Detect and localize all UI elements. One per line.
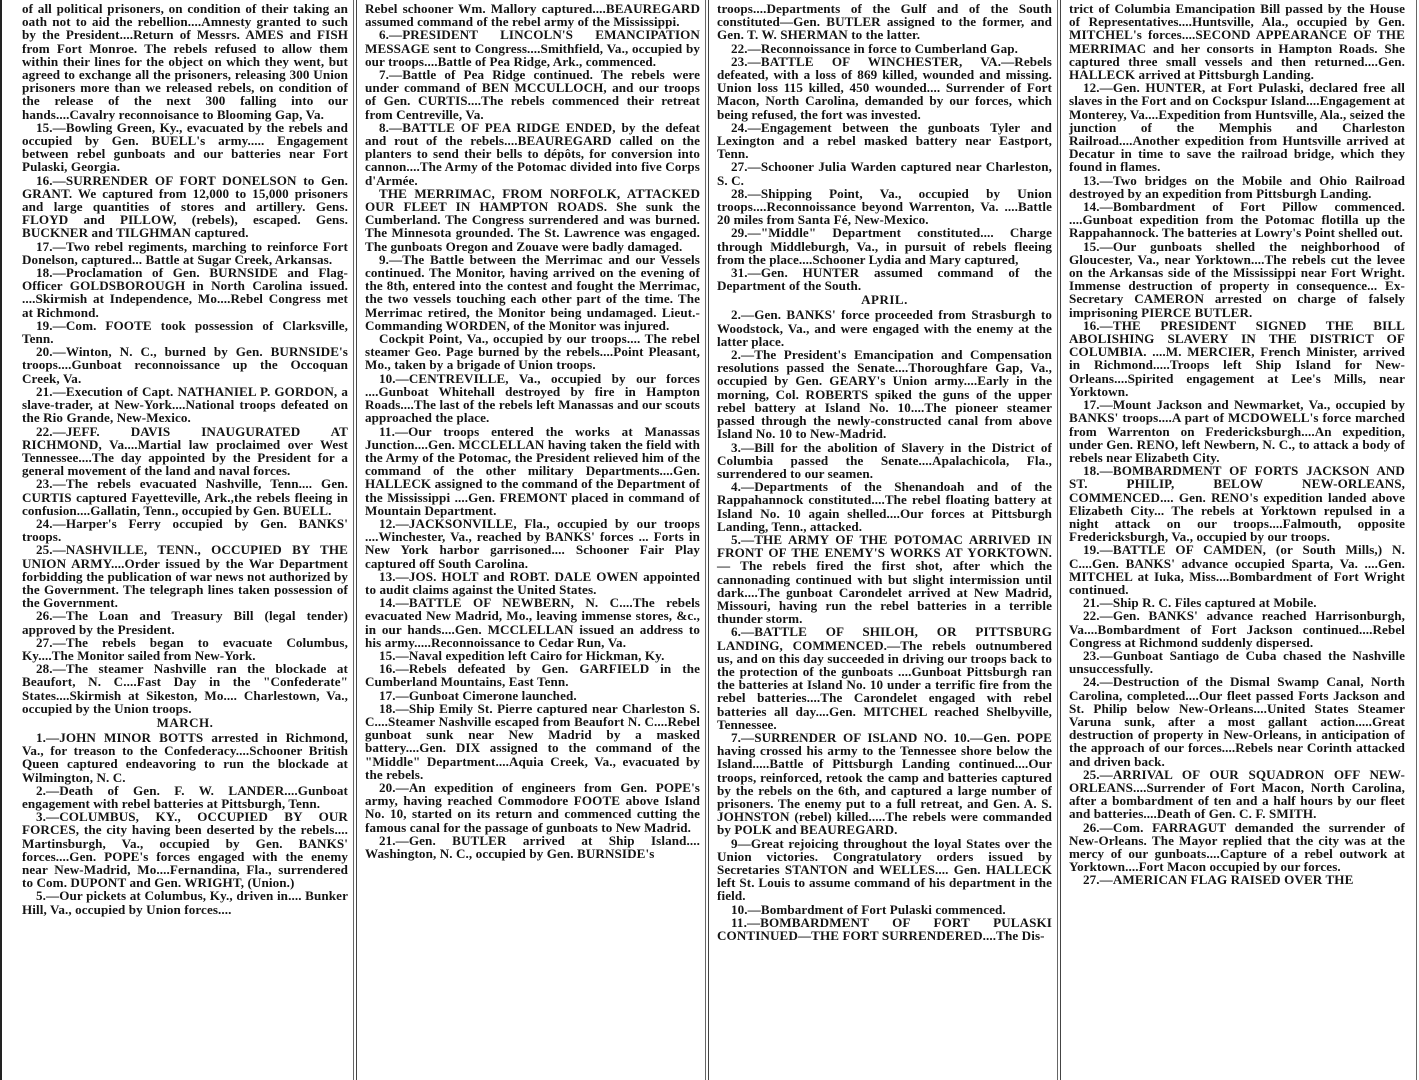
chronology-entry: Cockpit Point, Va., occupied by our troops.... The rebel steamer Geo. Page burned by the rebels....Point Pleasant, Mo., taken by a brigade of Union troops. (365, 331, 700, 373)
chronology-entry: Rebel schooner Wm. Mallory captured....BEAUREGARD assumed command of the rebel army of the Mississippi. (365, 1, 700, 30)
chronology-entry: 18.—Ship Emily St. Pierre captured near Charleston S. C....Steamer Nashville escaped from Beaufort N. C....Rebel gunboat sunk near New Madrid by a masked battery....Gen. DIX assigned to the command of the "Middle" Department....Aquia Creek, Va., evacuated by the rebels. (365, 700, 700, 782)
chronology-entry: 11.—Our troops entered the works at Manassas Junction....Gen. MCCLELLAN having taken the field with the Army of the Potomac, the President relieved him of the command of the other military Departments....Gen. HALLECK assigned to the command of the Department of the Mississippi ....Gen. FREMONT placed in command of Mountain Department. (365, 423, 700, 518)
chronology-entry: 29.—"Middle" Department constituted.... Charge through Middleburgh, Va., in pursuit of rebels fleeing from the place....Schooner Lydia and Mary captured, (717, 225, 1052, 267)
chronology-entry: 19.—BATTLE OF CAMDEN, (or South Mills,) N. C....Gen. BANKS' advance occupied Sparta, Va. ....Gen. MITCHEL at Iuka, Miss....Bombardment of Fort Wright continued. (1069, 542, 1405, 597)
chronology-entry: 17.—Gunboat Cimerone launched. (379, 687, 577, 703)
chronology-entry: 4.—Departments of the Shenandoah and of the Rappahannock constituted....The rebel floating battery at Island No. 10 again shelled....Our forces at Pittsburgh Landing, Tenn., attacked. (717, 479, 1052, 534)
column-1 (0, 0, 356, 1080)
chronology-entry: 22.—Gen. BANKS' advance reached Harrisonburgh, Va....Bombardment of Fort Jackson continued....Rebel Congress at Richmond suddenly dispersed. (1069, 608, 1405, 650)
chronology-entry: 24.—Destruction of the Dismal Swamp Canal, North Carolina, completed....Our fleet passed Forts Jackson and St. Philip below New-Orleans....United States Steamer Varuna sunk, after a most gallant action.....Great destruction of property in New-Orleans, in anticipation of the approach of our forces....Rebels near Corinth attacked and driven back. (1069, 674, 1405, 769)
chronology-entry: 23.—Gunboat Santiago de Cuba chased the Nashville unsuccessfully. (1069, 647, 1405, 677)
chronology-entry: 18.—Proclamation of Gen. BURNSIDE and Flag-Officer GOLDSBOROUGH in North Carolina issued. ....Skirmish at Independence, Mo....Rebel Congress met at Richmond. (22, 265, 348, 320)
chronology-entry: 15.—Naval expedition left Cairo for Hickman, Ky. (379, 647, 665, 663)
chronology-entry: 16.—Rebels defeated by Gen. GARFIELD in the Cumberland Mountains, East Tenn. (365, 661, 700, 690)
chronology-entry: 5.—THE ARMY OF THE POTOMAC ARRIVED IN FRONT OF THE ENEMY'S WORKS AT YORKTOWN.— The rebels fired the first shot, after which the cannonading continued with but slight intermission until dark....The gunboat Carondelet arrived at New Madrid, Missouri, having run the rebel batteries in a terrible thunder storm. (717, 531, 1052, 627)
chronology-entry: 9—Great rejoicing throughout the loyal States over the Union victories. Congratulatory orders issued by Secretaries STANTON and WELLES.... Gen. HALLECK left St. Louis to assume command of his department in the field. (717, 835, 1052, 904)
chronology-entry: 3.—Bill for the abolition of Slavery in the District of Columbia passed the Senate....Apalachicola, Fla., surrendered to our seamen. (717, 439, 1052, 481)
chronology-entry: 13.—JOS. HOLT and ROBT. DALE OWEN appointed to audit claims against the United States. (365, 568, 700, 597)
chronology-entry: 10.—CENTREVILLE, Va., occupied by our forces ....Gunboat Whitehall destroyed by fire in Hampton Roads....The last of the rebels left Manassas and our scouts approached the place. (365, 370, 700, 426)
chronology-entry: 28.—Shipping Point, Va., occupied by Union troops....Reconnoissance beyond Warrenton, Va. ....Battle 20 miles from Santa Fé, New-Mexico. (717, 185, 1052, 228)
chronology-entry: 19.—Com. FOOTE took possession of Clarksville, Tenn. (22, 317, 348, 347)
chronology-entry: 17.—Mount Jackson and Newmarket, Va., occupied by BANKS' troops....A part of MCDOWELL's force marched from Warrenton on Fredericksburgh....An expedition, under Gen. RENO, left Newbern, N. C., to attack a body of rebels near Elizabeth City. (1069, 397, 1405, 465)
chronology-entry: THE MERRIMAC, FROM NORFOLK, ATTACKED OUR FLEET IN HAMPTON ROADS. She sunk the Cumberland. The Congress surrendered and was burned. The Minnesota grounded. The St. Lawrence was engaged. The gunboats Oregon and Zouave were badly damaged. (365, 185, 700, 254)
chronology-entry: 27.—AMERICAN FLAG RAISED OVER THE (1083, 872, 1354, 888)
column-3 (708, 0, 1060, 1080)
month-heading: MARCH. (156, 714, 214, 730)
chronology-entry: 6.—PRESIDENT LINCOLN'S EMANCIPATION MESSAGE sent to Congress....Smithfield, Va., occupied by our troops....Battle of Pea Ridge, Ark., commenced. (365, 27, 700, 69)
chronology-entry: trict of Columbia Emancipation Bill passed by the House of Representatives....Huntsville, Ala., occupied by Gen. MITCHEL's forces....SECOND APPEARANCE OF THE MERRIMAC and her consorts in Hampton Roads. She captured three small vessels and then returned....Gen. HALLECK arrived at Pittsburgh Landing. (1069, 1, 1405, 83)
chronology-entry: 25.—ARRIVAL OF OUR SQUADRON OFF NEW-ORLEANS....Surrender of Fort Macon, North Carolina, after a bombardment of ten and a half hours by our fleet and batteries....Death of Gen. C. F. SMITH. (1069, 766, 1405, 822)
chronology-entry: 6.—BATTLE OF SHILOH, OR PITTSBURG LANDING, COMMENCED.—The rebels outnumbered us, and on this day succeeded in driving our troops back to the protection of the gunboats ....Gunboat Pittsburgh ran the batteries at Island No. 10 under a terrific fire from the rebel batteries....The Carondelet engaged with rebel batteries all day....Gen. MITCHEL reached Shelbyville, Tennessee. (717, 624, 1052, 732)
chronology-entry: 23.—The rebels evacuated Nashville, Tenn.... Gen. CURTIS captured Fayetteville, Ark.,the rebels fleeing in confusion....Gallatin, Tenn., occupied by Gen. BUELL. (22, 476, 348, 518)
chronology-entry: 16.—SURRENDER OF FORT DONELSON to Gen. GRANT. We captured from 12,000 to 15,000 prisoners and large quantities of stores and artillery. Gens. FLOYD and PILLOW, (rebels), escaped. Gens. BUCKNER and TILGHMAN captured. (22, 172, 348, 241)
chronology-entry: 20.—Winton, N. C., burned by Gen. BURNSIDE's troops....Gunboat reconnoissance up the Occoquan Creek, Va. (22, 344, 348, 386)
chronology-entry: 22.—JEFF. DAVIS INAUGURATED AT RICHMOND, Va....Martial law proclaimed over West Tennessee....The day appointed by the President for a general movement of the land and naval forces. (22, 423, 348, 479)
chronology-entry: 17.—Two rebel regiments, marching to reinforce Fort Donelson, captured... Battle at Sugar Creek, Arkansas. (22, 238, 348, 267)
chronology-entry: 18.—BOMBARDMENT OF FORTS JACKSON AND ST. PHILIP, BELOW NEW-ORLEANS, COMMENCED.... Gen. RENO's expedition landed above Elizabeth City... The rebels at Yorktown repulsed in a night attack on our troops....Falmouth, opposite Fredericksburgh, Va., occupied by our troops. (1069, 463, 1405, 545)
chronology-entry: 26.—Com. FARRAGUT demanded the surrender of New-Orleans. The Mayor replied that the city was at the mercy of our gunboats....Capture of a rebel outwork at Yorktown....Fort Macon occupied by our forces. (1069, 819, 1405, 875)
chronology-entry: of all political prisoners, on condition of their taking an oath not to aid the rebellion....Amnesty granted to such by the President....Return of Messrs. AMES and FISH from Fort Monroe. The rebels refused to allow them within their lines for the object on which they went, but agreed to exchange all the prisoners, releasing 300 Union prisoners more than we released rebels, on condition of the release of the next 300 falling into our hands....Cavalry reconnoisance to Blooming Gap, Va. (22, 1, 348, 122)
chronology-entry: 20.—An expedition of engineers from Gen. POPE's army, having reached Commodore FOOTE above Island No. 10, started on its return and commenced cutting the famous canal for the passage of gunboats to New Madrid. (365, 779, 700, 835)
chronology-entry: 15.—Bowling Green, Ky., evacuated by the rebels and occupied by Gen. BUELL's army..... Engagement between rebel gunboats and our batteries near Fort Pulaski, Georgia. (22, 119, 348, 175)
chronology-entry: 25.—NASHVILLE, TENN., OCCUPIED BY THE UNION ARMY....Order issued by the War Department forbidding the publication of war news not authorized by the Government. The telegraph lines taken possession of the Government. (22, 542, 348, 611)
chronology-entry: 23.—BATTLE OF WINCHESTER, VA.—Rebels defeated, with a loss of 869 killed, wounded and missing. Union loss 115 killed, 450 wounded.... Surrender of Fort Macon, North Carolina, demanded by our forces, which being refused, the fort was invested. (717, 53, 1052, 122)
chronology-entry: 24.—Harper's Ferry occupied by Gen. BANKS' troops. (22, 515, 348, 545)
chronology-entry: 10.—Bombardment of Fort Pulaski commenced. (731, 901, 1006, 917)
chronology-entry: 13.—Two bridges on the Mobile and Ohio Railroad destroyed by an expedition from Pittsburgh Landing. (1069, 172, 1405, 201)
chronology-entry: 15.—Our gunboats shelled the neighborhood of Gloucester, Va., near Yorktown....The rebels cut the levee on the Arkansas side of the Mississippi near Fort Wright. Immense destruction of property in consequence... Ex-Secretary CAMERON arrested on charge of falsely imprisoning PIERCE BUTLER. (1069, 238, 1405, 320)
month-heading: APRIL. (861, 292, 908, 308)
chronology-entry: 21.—Gen. BUTLER arrived at Ship Island.... Washington, N. C., occupied by Gen. BURNSIDE's (365, 832, 700, 861)
chronology-entry: 8.—BATTLE OF PEA RIDGE ENDED, by the defeat and rout of the rebels....BEAUREGARD called on the planters to send their bells to dépôts, for conversion into cannon....The Army of the Potomac divided into five Corps d'Armée. (365, 119, 700, 188)
chronology-entry: 31.—Gen. HUNTER assumed command of the Department of the South. (717, 265, 1052, 294)
chronology-entry: 3.—COLUMBUS, KY., OCCUPIED BY OUR FORCES, the city having been deserted by the rebels.... Martinsburgh, Va., occupied by Gen. BANKS' forces....Gen. POPE's forces engaged with the enemy near New-Madrid, Mo....Fernandina, Fla., surrendered to Com. DUPONT and Gen. WRIGHT, (Union.) (22, 809, 348, 891)
chronology-entry: troops....Departments of the Gulf and of the South constituted—Gen. BUTLER assigned to the former, and Gen. T. W. SHERMAN to the latter. (717, 1, 1052, 43)
chronology-entry: 9.—The Battle between the Merrimac and our Vessels continued. The Monitor, having arrived on the evening of the 8th, entered into the contest and fought the Merrimac, the two vessels touching each other part of the time. The Merrimac retired, the Monitor being undamaged. Lieut.-Commanding WORDEN, of the Monitor was injured. (365, 251, 700, 333)
chronology-entry: 1.—JOHN MINOR BOTTS arrested in Richmond, Va., for treason to the Confederacy....Schooner British Queen captured endeavoring to run the blockade at Wilmington, N. C. (22, 729, 348, 785)
chronology-entry: 21.—Ship R. C. Files captured at Mobile. (1083, 595, 1317, 611)
chronology-entry: 5.—Our pickets at Columbus, Ky., driven in.... Bunker Hill, Va., occupied by Union forces.... (22, 888, 348, 917)
chronology-entry: 27.—The rebels began to evacuate Columbus, Ky....The Monitor sailed from New-York. (22, 634, 348, 663)
chronology-entry: 7.—Battle of Pea Ridge continued. The rebels were under command of BEN MCCULLOCH, and our troops of Gen. CURTIS....The rebels commenced their retreat from Centreville, Va. (365, 67, 700, 122)
chronology-entry: 2.—Gen. BANKS' force proceeded from Strasburgh to Woodstock, Va., and were engaged with the enemy at the latter place. (717, 307, 1052, 349)
chronology-entry: 16.—THE PRESIDENT SIGNED THE BILL ABOLISHING SLAVERY IN THE DISTRICT OF COLUMBIA. ....M. MERCIER, French Minister, arrived in Richmond.....Troops left Ship Island for New-Orleans....Spirited engagement at Lee's Mills, near Yorktown. (1069, 317, 1405, 399)
chronology-entry: 11.—BOMBARDMENT OF FORT PULASKI CONTINUED—THE FORT SURRENDERED....The Dis- (717, 914, 1052, 944)
chronology-entry: 22.—Reconnoissance in force to Cumberland Gap. (731, 40, 1018, 56)
column-2 (356, 0, 708, 1080)
chronology-entry: 2.—Death of Gen. F. W. LANDER....Gunboat engagement with rebel batteries at Pittsburgh, Tenn. (22, 782, 348, 811)
chronology-entry: 26.—The Loan and Treasury Bill (legal tender) approved by the President. (22, 608, 348, 637)
chronology-entry: 27.—Schooner Julia Warden captured near Charleston, S. C. (717, 159, 1052, 188)
chronology-entry: 24.—Engagement between the gunboats Tyler and Lexington and a rebel masked battery near Eastport, Tenn. (717, 119, 1052, 162)
chronology-entry: 28.—The steamer Nashville ran the blockade at Beaufort, N. C....Fast Day in the "Confederate" States....Skirmish at Sikeston, Mo.... Charlestown, Va., occupied by the Union troops. (22, 661, 348, 716)
chronology-entry: 21.—Execution of Capt. NATHANIEL P. GORDON, a slave-trader, at New-York....National troops defeated on the Rio Grande, New-Mexico. (22, 383, 348, 426)
chronology-entry: 12.—JACKSONVILLE, Fla., occupied by our troops ....Winchester, Va., reached by BANKS' forces ... Forts in New York harbor garrisoned.... Schooner Fair Play captured off South Carolina. (365, 515, 700, 571)
chronology-entry: 2.—The President's Emancipation and Compensation resolutions passed the Senate....Thoroughfare Gap, Va., occupied by Gen. GEARY's Union army....Early in the morning, Col. ROBERTS spiked the guns of the upper rebel battery at Island No. 10....The pioneer steamer passed through the newly-constructed canal from above Island No. 10 to New-Madrid. (717, 347, 1052, 442)
chronology-entry: 12.—Gen. HUNTER, at Fort Pulaski, declared free all slaves in the Fort and on Cockspur Island....Engagement at Monterey, Va....Expedition from Huntsville, Ala., seized the junction of the Memphis and Charleston Railroad....Another expedition from Huntsville arrived at Decatur in time to save the railroad bridge, which they found in flames. (1069, 80, 1405, 175)
column-4 (1060, 0, 1419, 1080)
chronology-entry: 14.—Bombardment of Fort Pillow commenced. ....Gunboat expedition from the Potomac flotilla up the Rappahannock. The batteries at Lowry's Point shelled out. (1069, 199, 1405, 241)
chronology-entry: 14.—BATTLE OF NEWBERN, N. C....The rebels evacuated New Madrid, Mo., leaving immense stores, &c., in our hands....Gen. MCCLELLAN issued an address to his army.....Reconnoissance to Cedar Run, Va. (365, 595, 700, 650)
chronology-entry: 7.—SURRENDER OF ISLAND NO. 10.—Gen. POPE having crossed his army to the Tennessee shore below the Island.....Battle of Pittsburgh Landing continued....Our troops, reinforced, retook the camp and batteries captured by the rebels on the 6th, and captured a large number of prisoners. The enemy put to a full retreat, and Gen. A. S. JOHNSTON (rebel) killed.....The rebels were commanded by POLK and BEAUREGARD. (717, 729, 1052, 838)
